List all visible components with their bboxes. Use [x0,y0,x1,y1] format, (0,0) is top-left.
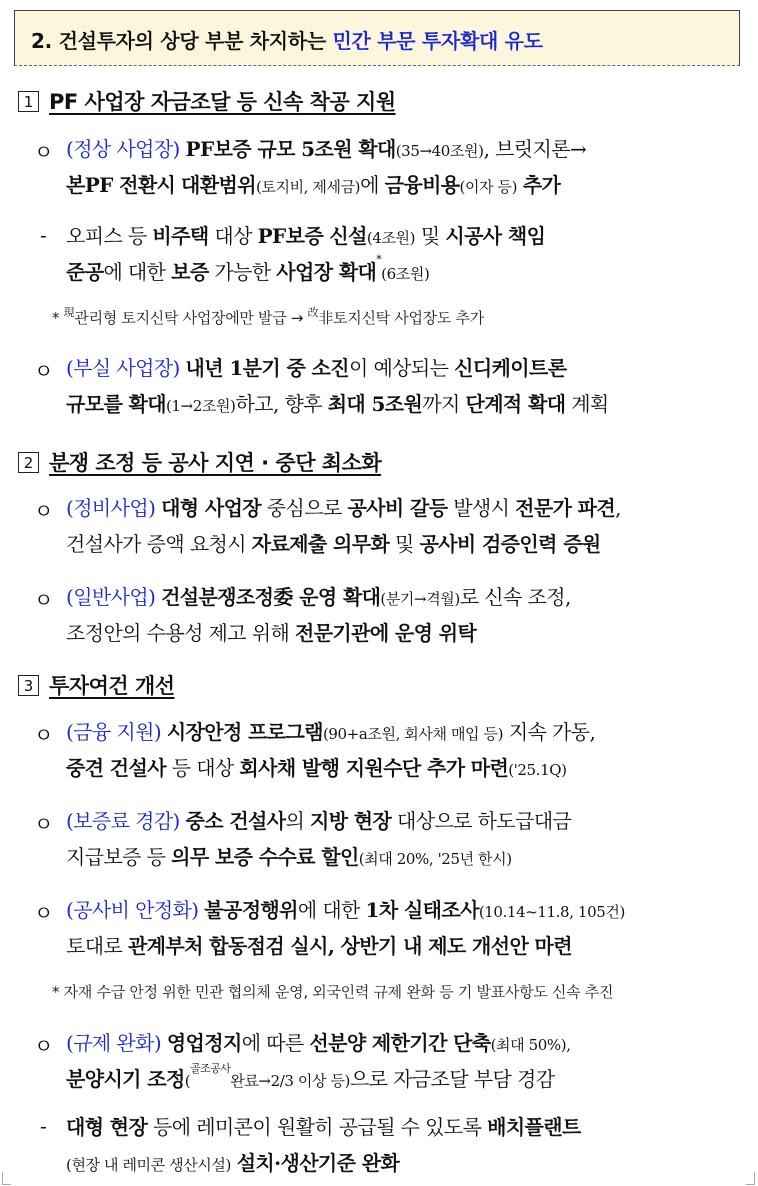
s3-b2-line1 [66,805,571,834]
dash-marker: - [40,223,47,247]
bullet-marker: ㅇ [34,901,54,925]
s3-b3-line2 [66,930,572,959]
section-1-title: PF 사업장 자금조달 등 신속 착공 지원 [49,90,396,114]
s3-d1-line1 [66,1111,581,1140]
s1-b1-l1a: PF보증 규모 5조원 확대 [185,137,396,161]
s1-b1-l2b: 대환범위 [181,173,256,197]
s1-note-sup1: 現 [63,306,75,319]
bullet-marker: ㅇ [34,359,54,383]
s1-b1-l2d: 에 [360,173,379,197]
s1-note-a: 관리형 토지신탁 사업장에만 발급 → [74,309,304,327]
section-2-heading [18,447,381,477]
s3-d1-l2a: (현장 내 레미콘 생산시설) [66,1156,231,1174]
s1-b2-l2a: 규모를 확대 [66,392,166,416]
s3-b1-l1b: (90+a조원, 회사채 매입 등) [322,725,504,743]
s3-b1-l2a: 중견 건설사 [66,756,166,780]
s1-d1-l1e: (4조원) [366,229,416,247]
s3-b1-line1 [66,716,595,745]
s1-b2-l1a: 내년 1분기 중 소진 [185,356,349,380]
s2-b1-l1c: 공사비 갈등 [347,496,448,520]
s2-b2-tag: (일반사업) [66,585,156,609]
s2-b1-l1f: , [615,496,621,520]
bullet-marker: ㅇ [34,499,54,523]
s3-b3-l1b: 에 대한 [297,898,360,922]
s1-note-b: 非토지신탁 사업장도 추가 [318,309,484,327]
s2-b2-line1 [66,581,571,610]
s1-b1-l2c: (토지비, 제세금) [255,178,361,196]
s2-b1-l2d: 공사비 검증인력 증원 [419,532,601,556]
s3-b2-l1a: 중소 건설사 [185,809,286,833]
s1-b1-l1c: , 브릿지론→ [483,137,587,161]
s3-d1-l2b: 설치·생산기준 완화 [236,1151,400,1175]
s3-b4-l1b: 에 따른 [241,1031,304,1055]
s3-b4-l1d: (최대 50%), [490,1036,571,1054]
s2-b2-l1b: (분기→격월) [380,590,460,608]
s1-d1-l2b: 에 대한 [103,260,166,284]
s3-b2-l2b: 의무 보증 수수료 할인 [171,845,359,869]
s2-b1-l1e: 전문가 파견 [515,496,616,520]
s1-d1-l2a: 준공 [66,260,104,284]
s3-b3-l2a: 토대로 [66,934,123,958]
s2-b1-l2b: 자료제출 의무화 [251,532,390,556]
s1-b2-l2g: 계획 [571,392,609,416]
s3-b4-l2b: ( [184,1072,191,1090]
s1-d1-l2c: 보증 [171,260,209,284]
s3-b1-line2 [66,752,567,781]
s2-b2-l1a: 건설분쟁조정委 운영 확대 [161,585,381,609]
s1-d1-l2d: 가능한 [214,260,271,284]
s1-d1-l1d: PF보증 신설 [257,224,367,248]
s3-b2-l2a: 지급보증 등 [66,845,166,869]
s1-d1-l1c: 대상 [214,224,252,248]
s1-b2-l1c: 신디케이트론 [454,356,567,380]
s2-b1-l1b: 중심으로 [266,496,342,520]
s3-b4-line1 [66,1027,571,1056]
s3-b4-l2d: 으로 자금조달 부담 경감 [350,1067,555,1091]
s3-b4-l1a: 영업정지 [166,1031,242,1055]
s3-b3-l1a: 불공정행위 [204,898,298,922]
s3-b3-l1c: 1차 실태조사 [365,898,479,922]
s1-b1-l2e: 금융비용 [384,173,460,197]
header-number: 2. [31,29,52,53]
s2-b1-l2a: 건설사가 증액 요청시 [66,532,246,556]
bullet-marker: ㅇ [34,812,54,836]
s3-b4-l2a: 분양시기 조정 [66,1067,185,1091]
header-box [14,10,740,66]
header-title-plain: 건설투자의 상당 부분 차지하는 [58,29,326,53]
s3-b1-l2c: 회사채 발행 지원수단 추가 마련 [239,756,509,780]
s3-b2-l1c: 지방 현장 [310,809,392,833]
s3-b1-l2b: 등 대상 [171,756,234,780]
page-corner-mark [746,1172,755,1185]
s1-d1-line2 [66,253,430,285]
dash-marker: - [40,1114,47,1138]
s1-b1-l2a: 본PF 전환시 [66,173,176,197]
s2-b2-l2a: 조정안의 수용성 제고 위해 [66,621,290,645]
s3-b3-line1 [66,894,625,923]
section-1-number: 1 [18,91,39,112]
s1-d1-l2e: 사업장 확대 [276,260,377,284]
bullet-marker: ㅇ [34,588,54,612]
s1-d1-l2f: * [376,253,382,266]
s3-d1-line2 [66,1147,399,1176]
s2-b1-l1d: 발생시 [453,496,510,520]
s1-d1-l1b: 비주택 [152,224,209,248]
s3-b4-tag: (규제 완화) [66,1031,162,1055]
section-3-number: 3 [18,675,39,696]
s1-b1-l2g: 추가 [522,173,561,197]
s3-note: * 자재 수급 안정 위한 민관 협의체 운영, 외국인력 규제 완화 등 기 발표사항도 신속 추진 [52,983,614,1001]
s2-b2-l1c: 로 신속 조정, [459,585,571,609]
section-2-title: 분쟁 조정 등 공사 지연 · 중단 최소화 [49,451,382,475]
s1-b2-l2f: 단계적 확대 [465,392,566,416]
s1-b1-l2f: (이자 등) [459,178,518,196]
page-corner-mark [2,1172,11,1185]
s2-b2-l2b: 전문기관에 운영 위탁 [294,621,477,645]
s3-b2-l1b: 의 [285,809,305,833]
s3-b2-tag: (보증료 경감) [66,809,180,833]
header-title [31,25,543,54]
s2-b1-l1a: 대형 사업장 [161,496,262,520]
bullet-marker: ㅇ [34,140,54,164]
s3-b2-l1d: 대상으로 하도급대금 [397,809,572,833]
s1-b2-l1b: 이 예상되는 [348,356,449,380]
s3-b1-l2d: ('25.1Q) [508,761,567,779]
s3-d1-l1b: 등에 레미콘이 원활히 공급될 수 있도록 [153,1115,482,1139]
s2-b1-l2c: 및 [394,532,414,556]
s1-b2-tag: (부실 사업장) [66,356,180,380]
bullet-marker: ㅇ [34,723,54,747]
s2-b2-line2 [66,617,476,646]
s3-b2-l2c: (최대 20%, '25년 한시) [358,850,512,868]
bullet-marker: ㅇ [34,1034,54,1058]
s1-d1-l2g: (6조원) [381,265,430,283]
s1-d1-line1 [66,220,545,249]
s3-b4-l1c: 선분양 제한기간 단축 [309,1031,491,1055]
s3-b3-tag: (공사비 안정화) [66,898,199,922]
s3-d1-l1a: 대형 현장 [66,1115,148,1139]
s1-b1-l1b: (35→40조원) [395,142,484,160]
s1-b2-l2d: 최대 5조원 [327,392,423,416]
s3-b3-l1d: (10.14~11.8, 105건) [478,903,625,921]
section-3-heading [18,670,175,700]
section-2-number: 2 [18,452,39,473]
s1-d1-l1f: 및 [420,224,440,248]
s1-b1-line2 [66,169,560,198]
s1-b2-line2 [66,388,609,417]
s1-b2-l2c: 하고, 향후 [235,392,322,416]
s3-b4-line2 [66,1063,554,1092]
s3-b4-l2c: 완료→2/3 이상 등) [230,1072,350,1090]
s1-b1-tag: (정상 사업장) [66,137,180,161]
s1-d1-l1a: 오피스 등 [66,224,147,248]
s3-b1-tag: (금융 지원) [66,720,162,744]
section-3-title: 투자여건 개선 [49,674,175,698]
s1-note [52,307,484,328]
s1-b1-line1 [66,133,586,162]
s3-b1-l1a: 시장안정 프로그램 [166,720,323,744]
s2-b1-line2 [66,528,601,557]
section-1-heading [18,86,396,116]
s3-b1-l1c: 지속 가동, [508,720,596,744]
s3-b2-line2 [66,841,512,870]
header-title-highlight: 민간 부문 투자확대 유도 [332,29,543,53]
s1-note-sup2: 改 [307,306,319,319]
s3-b4-l2sup: 골조공사 [190,1062,231,1075]
s1-b2-l2b: (1→2조원) [165,397,236,415]
s2-b1-tag: (정비사업) [66,496,156,520]
s1-d1-l1g: 시공사 책임 [445,224,546,248]
s2-b1-line1 [66,492,621,521]
s3-d1-l1c: 배치플랜트 [487,1115,581,1139]
s1-note-star: * [52,309,60,327]
s1-b2-l2e: 까지 [422,392,460,416]
s3-b3-l2b: 관계부처 합동점검 실시, 상반기 내 제도 개선안 마련 [127,934,572,958]
s1-b2-line1 [66,352,566,381]
